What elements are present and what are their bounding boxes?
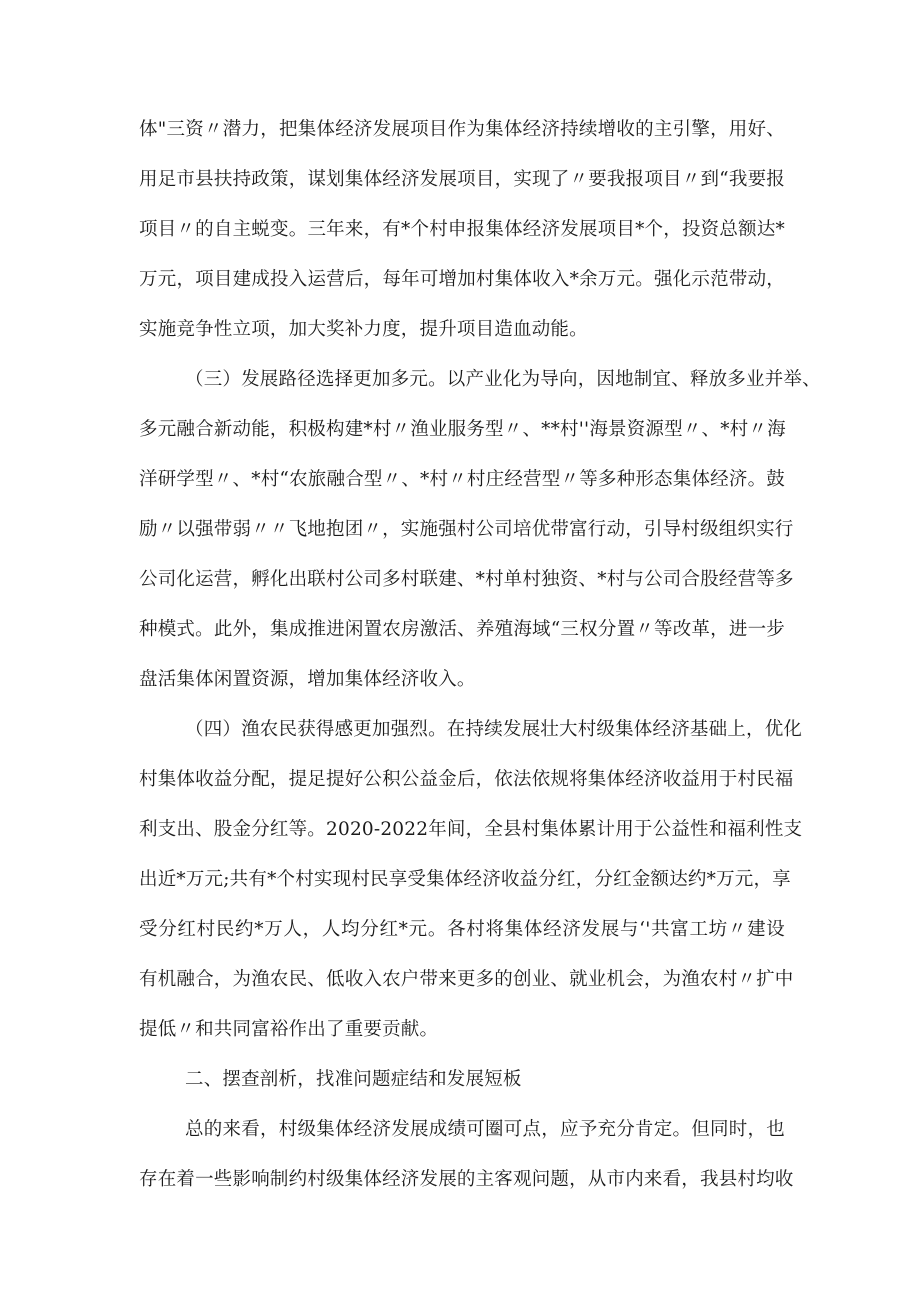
section-heading: 二、摆查剖析，找准问题症结和发展短板 xyxy=(185,1069,522,1090)
text-line: 提低〃和共同富裕作出了重要贡献。 xyxy=(139,1019,439,1040)
text-line: 村集体收益分配，提足提好公积公益金后，依法依规将集体经济收益用于村民福 xyxy=(139,769,794,790)
text-line: 出近*万元;共有*个村实现村民享受集体经济收益分红，分红金额达约*万元，享 xyxy=(139,869,791,890)
text-line: 体"三资〃潜力，把集体经济发展项目作为集体经济持续增收的主引擎，用好、 xyxy=(139,119,785,140)
text-line: 用足市县扶持政策，谋划集体经济发展项目，实现了〃要我报项目〃到“我要报 xyxy=(139,169,785,190)
text-line: 多元融合新动能，积极构建*村〃渔业服务型〃、**村''海景资源型〃、*村〃海 xyxy=(139,419,786,440)
text-line: 项目〃的自主蜕变。三年来，有*个村申报集体经济发展项目*个，投资总额达* xyxy=(139,219,785,240)
text-line: 种模式。此外，集成推进闲置农房激活、养殖海域“三权分置〃等改革，进一步 xyxy=(139,619,785,640)
text-line: 利支出、股金分红等。2020-2022年间，全县村集体累计用于公益性和福利性支 xyxy=(139,819,803,840)
text-line: 盘活集体闲置资源，增加集体经济收入。 xyxy=(139,669,476,690)
text-line: 存在着一些影响制约村级集体经济发展的主客观问题，从市内来看，我县村均收 xyxy=(139,1169,794,1190)
text-line: 万元，项目建成投入运营后，每年可增加村集体收入*余万元。强化示范带动， xyxy=(139,269,785,290)
paragraph-first-line: （三）发展路径选择更加多元。以产业化为导向，因地制宜、释放多业并举、 xyxy=(185,369,821,390)
paragraph-first-line: 总的来看，村级集体经济发展成绩可圈可点，应予充分肯定。但同时，也 xyxy=(185,1119,785,1140)
text-line: 公司化运营，孵化出联村公司多村联建、*村单村独资、*村与公司合股经营等多 xyxy=(139,569,794,590)
text-line: 洋研学型〃、*村“农旅融合型〃、*村〃村庄经营型〃等多种形态集体经济。鼓 xyxy=(139,469,785,490)
text-line: 实施竞争性立项，加大奖补力度，提升项目造血动能。 xyxy=(139,319,588,340)
text-line: 励〃以强带弱〃〃飞地抱团〃，实施强村公司培优带富行动，引导村级组织实行 xyxy=(139,519,794,540)
text-line: 有机融合，为渔农民、低收入农户带来更多的创业、就业机会，为渔农村〃扩中 xyxy=(139,969,794,990)
text-line: 受分红村民约*万人，人均分红*元。各村将集体经济发展与‘'共富工坊〃建设 xyxy=(139,919,785,940)
paragraph-first-line: （四）渔农民获得感更加强烈。在持续发展壮大村级集体经济基础上，优化 xyxy=(185,719,803,740)
